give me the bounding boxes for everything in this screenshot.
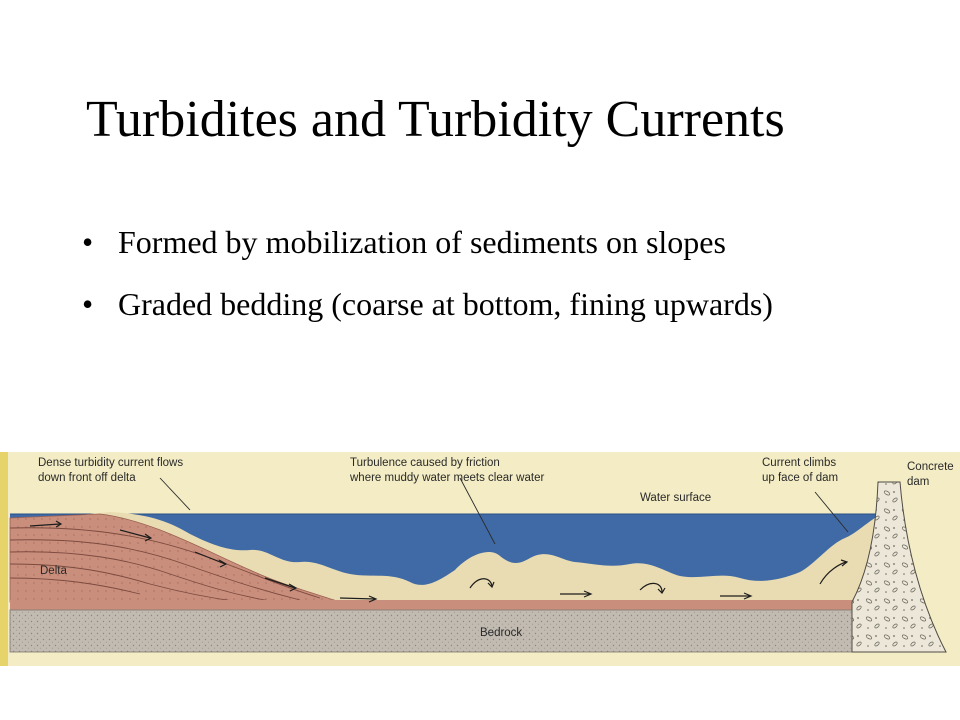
label-turbulence-2: where muddy water meets clear water <box>350 472 545 484</box>
bullet-item <box>82 284 862 324</box>
turbidity-current-diagram <box>0 452 960 666</box>
bullet-dot: • <box>82 286 94 322</box>
bullet-text: Graded bedding (coarse at bottom, fining upwards) <box>118 286 773 322</box>
label-climbs-1: Current climbs <box>762 457 837 469</box>
label-dense-current-1: Dense turbidity current flows <box>38 457 184 469</box>
label-concrete-dam-2: dam <box>907 476 930 488</box>
label-climbs-2: up face of dam <box>762 472 839 484</box>
label-concrete-dam-1: Concrete <box>907 461 954 473</box>
label-dense-current-2: down front off delta <box>38 472 136 484</box>
bullet-list <box>82 222 862 346</box>
bedrock-layer <box>10 610 858 652</box>
bullet-text: Formed by mobilization of sediments on slopes <box>118 224 726 260</box>
label-delta: Delta <box>40 565 67 577</box>
bullet-dot: • <box>82 224 94 260</box>
label-bedrock: Bedrock <box>480 627 523 639</box>
bullet-item <box>82 222 862 262</box>
label-water-surface: Water surface <box>640 492 712 504</box>
left-edge-strip <box>0 452 8 666</box>
floor-sediment-layer <box>10 600 860 610</box>
slide-title: Turbidites and Turbidity Currents <box>86 91 785 148</box>
diagram-svg <box>0 452 960 666</box>
label-turbulence-1: Turbulence caused by friction <box>350 457 500 469</box>
